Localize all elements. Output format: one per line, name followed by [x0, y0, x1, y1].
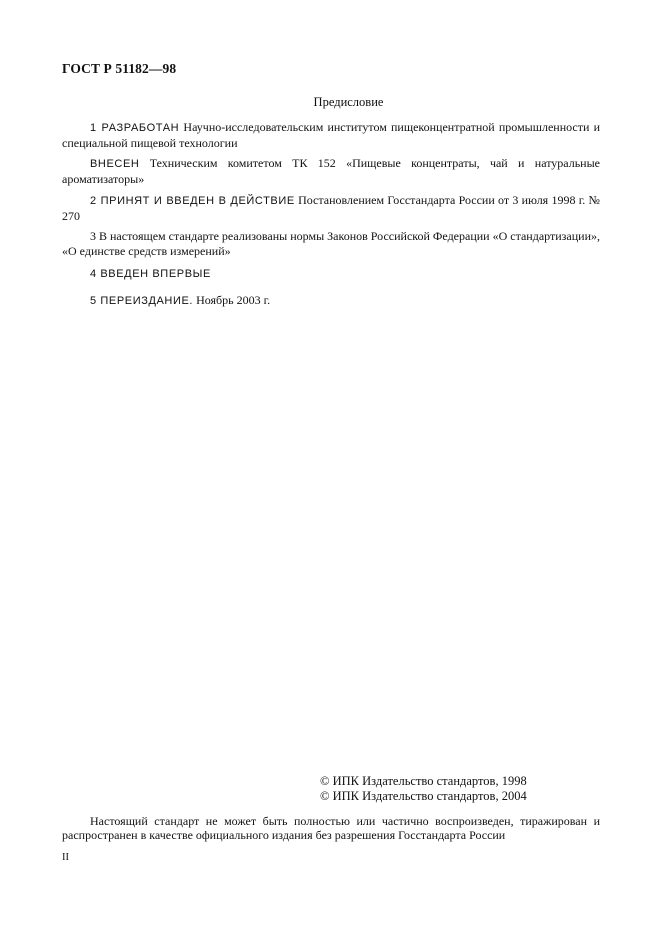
- copyright-line: © ИПК Издательство стандартов, 1998: [320, 774, 527, 788]
- preface-item-1: [62, 120, 600, 150]
- preface-item-text: Научно-исследовательским институтом пищеконцентратной промышленности и специальной пищевой технологии: [62, 120, 601, 150]
- preface-item-text: В настоящем стандарте реализованы нормы Законов Российской Федерации «О стандартизации», «О единстве средств измерений»: [62, 229, 600, 258]
- preface-item-text: Ноябрь 2003 г.: [193, 293, 271, 307]
- copyright-line: © ИПК Издательство стандартов, 2004: [320, 788, 527, 803]
- section-title: Предисловие: [313, 95, 384, 109]
- preface-item-text: Техническим комитетом ТК 152 «Пищевые концентраты, чай и натуральные ароматизаторы»: [62, 156, 600, 186]
- preface-item-lead: 1 РАЗРАБОТАН: [90, 122, 180, 134]
- preface-item-2: [62, 156, 600, 186]
- preface-item-text: Постановлением Госстандарта России от 3 июля 1998 г. № 270: [62, 193, 600, 223]
- preface-item-5: [62, 266, 600, 282]
- page-number: II: [62, 852, 69, 863]
- document-header-code: ГОСТ Р 51182—98: [62, 61, 177, 76]
- preface-item-lead: 5 ПЕРЕИЗДАНИЕ.: [90, 295, 194, 307]
- preface-item-4: [62, 229, 600, 258]
- preface-item-lead: 2 ПРИНЯТ И ВВЕДЕН В ДЕЙСТВИЕ: [90, 195, 295, 207]
- copyright-block: [320, 774, 600, 803]
- preface-item-lead: 4 ВВЕДЕН ВПЕРВЫЕ: [90, 268, 211, 280]
- preface-item-lead: 3: [90, 229, 96, 243]
- preface-item-3: [62, 193, 600, 223]
- reproduction-notice: Настоящий стандарт не может быть полностью или частично воспроизведен, тиражирован и распространен в качестве официального издания без разрешения Госстандарта России: [62, 814, 600, 842]
- preface-item-lead: ВНЕСЕН: [90, 158, 140, 170]
- preface-item-6: [62, 293, 600, 309]
